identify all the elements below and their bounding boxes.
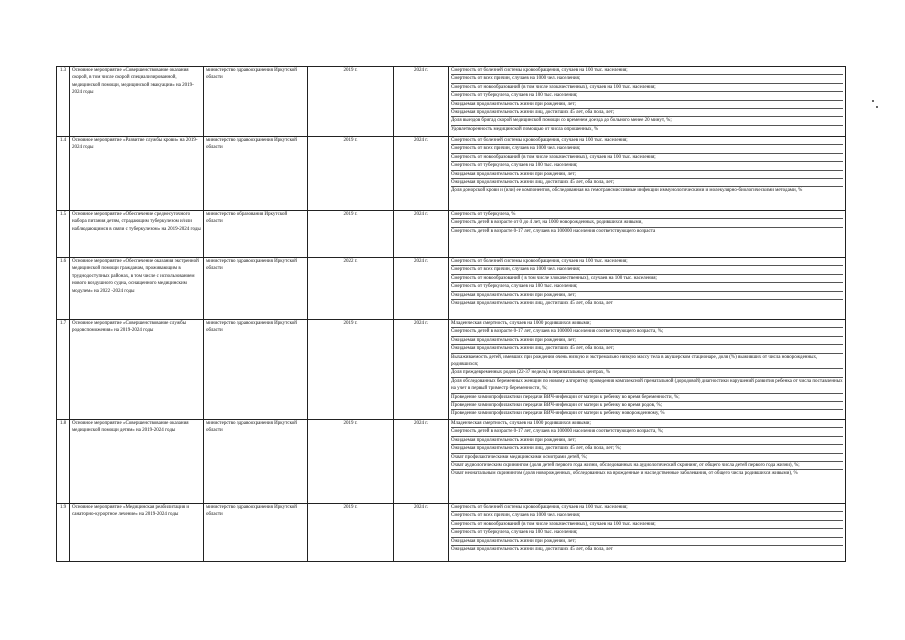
row-number: 1.6: [57, 258, 70, 320]
indicator-line: Ожидаемая продолжительность жизни при рождении, лет;: [451, 171, 843, 179]
measure-name: Основное мероприятие «Медицинская реабилитация и санаторно-курортное лечение» на 2019-2024 годы: [70, 504, 204, 562]
row-number: 1.9: [57, 504, 70, 562]
indicator-line: Смертность от новообразований (в том числе злокачественных), случаев на 100 тыс. населения;: [451, 84, 843, 92]
table-row: [57, 420, 846, 504]
measure-name: Основное мероприятие «Совершенствование оказания медицинской помощи детям» на 2019-2024 годы: [70, 420, 204, 504]
table-row: [57, 211, 846, 258]
indicator-line: Ожидаемая продолжительность жизни лиц, достигших 45 лет, оба пола, лет; %;: [451, 445, 843, 453]
indicator-line: Смертность детей в возрасте от 0 до 4 лет, на 1000 новорожденных, родившихся живыми,: [451, 219, 843, 227]
end-year: 2024 г.: [394, 67, 449, 137]
indicators-cell: [449, 420, 846, 504]
indicator-line: Смертность от туберкулеза, случаев на 100 тыс. населения;: [451, 283, 843, 291]
indicator-line: Смертность от всех причин, случаев на 1000 чел. населения;: [451, 266, 843, 274]
indicator-line: Младенческая смертность, случаев на 1000 родившихся живыми;: [451, 320, 843, 328]
start-year: 2019 г.: [308, 320, 394, 420]
indicator-line: Смертность от новообразований ( в том числе злокачественных), случаев на 100 тыс. населения;: [451, 275, 843, 283]
indicator-line: Смертность от всех причин, случаев на 1000 чел. населения;: [451, 145, 843, 153]
end-year: 2024 г.: [394, 420, 449, 504]
end-year: 2024 г.: [394, 258, 449, 320]
row-number: 1.7: [57, 320, 70, 420]
indicator-line: Ожидаемая продолжительность жизни при рождении, лет;: [451, 292, 843, 300]
start-year: 2019 г.: [308, 211, 394, 258]
start-year: 2022 г.: [308, 258, 394, 320]
row-number: 1.8: [57, 420, 70, 504]
end-year: 2024 г.: [394, 137, 449, 211]
indicator-line: Ожидаемая продолжительность жизни лиц, достигших 45 лет, оба пола, лет: [451, 547, 613, 553]
indicator-line: Доля обследованных беременных женщин по новому алгоритму проведения комплексной пренатальной (дородовой) диагностики нарушений развития ребенка от числа поставленных на учет в первый триместр беременности, %;: [451, 378, 843, 394]
measures-table: [56, 66, 846, 562]
indicators-cell: [449, 320, 846, 420]
indicator-line: Смертность детей в возрасте 0-17 лет, случаев на 100000 населения соответствующего возраста, %;: [451, 428, 843, 436]
end-year: 2024 г.: [394, 320, 449, 420]
measure-name: Основное мероприятие «Обеспечение оказания экстренной медицинской помощи гражданам, проживающим в труднодоступных районах, в том числе с использованием нового воздушного судна, оснащенного медицинским модулем» на 2022 -2024 годы: [70, 258, 204, 320]
indicator-line: Проведение химиопрофилактики передачи ВИЧ-инфекции от матери к ребенку во время беременности, %;: [451, 394, 843, 402]
indicator-line: Охват аудиологическим скринингом (доля детей первого года жизни, обследованных на аудиологический скрининг, от общего числа детей первого года жизни), %;: [451, 462, 843, 470]
indicator-line: Смертность детей в возрасте 0-17 лет, случаев на 100000 населения соответствующего возраста, %;: [451, 328, 843, 336]
start-year: 2019 г.: [308, 137, 394, 211]
row-number: 1.3: [57, 67, 70, 137]
indicators-cell: [449, 211, 846, 258]
indicator-line: Ожидаемая продолжительность жизни при рождении, лет;: [451, 437, 843, 445]
indicator-line: Смертность от новообразований (в том числе злокачественных), случаев на 100 тыс. населения;: [451, 521, 843, 529]
measures-table-body: [57, 67, 846, 562]
indicator-line: Смертность от болезней системы кровообращения, случаев на 100 тыс. населения;: [451, 504, 843, 512]
row-number: 1.4: [57, 137, 70, 211]
end-year: 2024 г.: [394, 504, 449, 562]
table-row: [57, 67, 846, 137]
indicators-cell: [449, 137, 846, 211]
measure-name: Основное мероприятие «Совершенствование службы родовспоможения» на 2019-2024 годы: [70, 320, 204, 420]
indicator-line: Смертность детей в возрасте 0-17 лет, случаев на 100000 населения соответствующего возраста: [451, 228, 656, 234]
indicator-line: Проведение химиопрофилактики передачи ВИЧ-инфекции от матери к ребенку во время родов, %;: [451, 402, 843, 410]
indicator-line: Смертность от туберкулеза, случаев на 100 тыс. населения;: [451, 162, 843, 170]
end-year: 2024 г.: [394, 211, 449, 258]
executor: министерство здравоохранения Иркутской области: [204, 420, 308, 504]
indicator-line: Ожидаемая продолжительность жизни при рождении, лет;: [451, 538, 843, 546]
executor: министерство здравоохранения Иркутской области: [204, 137, 308, 211]
indicator-line: Смертность от туберкулеза, случаев на 100 тыс. населения;: [451, 92, 843, 100]
indicator-line: Ожидаемая продолжительность жизни при рождении, лет;: [451, 101, 843, 109]
table-row: [57, 320, 846, 420]
table-row: [57, 504, 846, 562]
indicators-cell: [449, 67, 846, 137]
scan-mark: [872, 100, 874, 102]
indicators-cell: [449, 258, 846, 320]
indicator-line: Смертность от туберкулеза, случаев на 100 тыс. населения;: [451, 529, 843, 537]
executor: министерство образования Иркутской области: [204, 211, 308, 258]
indicator-line: Охват неонатальным скринингом (доля новорожденных, обследованных на врожденные и наследственные заболевания, от общего числа родившихся живыми), %: [451, 471, 798, 477]
indicator-line: Доля донорской крови и (или) ее компонентов, обследованная на гемотрансмиссивные инфекции иммунологическими и молекулярно-биологическими методами, %: [451, 188, 803, 194]
table-row: [57, 137, 846, 211]
indicator-line: Доля преждевременных родов (22-37 недель) в перинатальных центрах, %: [451, 369, 843, 377]
start-year: 2019 г.: [308, 420, 394, 504]
indicator-line: Ожидаемая продолжительность жизни лиц, достигших 45 лет, оба пола, лет: [451, 301, 613, 307]
indicator-line: Выхаживаемость детей, имевших при рождении очень низкую и экстремально низкую массу тела в акушерском стационаре, доля (%) выживших от числа новорожденных, родившихся;: [451, 354, 843, 370]
indicator-line: Ожидаемая продолжительность жизни лиц, достигших 45 лет, оба пола, лет;: [451, 345, 843, 353]
table-row: [57, 258, 846, 320]
indicator-line: Охват профилактическими медицинскими осмотрами детей, %;: [451, 454, 843, 462]
indicator-line: Смертность от всех причин, случаев на 1000 чел. населения;: [451, 75, 843, 83]
executor: министерство здравоохранения Иркутской области: [204, 504, 308, 562]
indicator-line: Удовлетворенность медицинской помощью от числа опрошенных, %: [451, 126, 599, 132]
indicator-line: Ожидаемая продолжительность жизни лиц, достигших 45 лет, оба пола, лет;: [451, 109, 843, 117]
indicator-line: Ожидаемая продолжительность жизни лиц, достигших 45 лет, оба пола, лет;: [451, 179, 843, 187]
executor: министерство здравоохранения Иркутской области: [204, 258, 308, 320]
row-number: 1.5: [57, 211, 70, 258]
indicators-cell: [449, 504, 846, 562]
indicator-line: Смертность от болезней системы кровообращения, случаев на 100 тыс. населения;: [451, 67, 843, 75]
scan-mark: [876, 106, 878, 108]
indicator-line: Смертность от туберкулеза, %: [451, 211, 843, 219]
measure-name: Основное мероприятие «Совершенствование оказания скорой, в том числе скорой специализированной, медицинской помощи, медицинской эвакуации» на 2019-2024 годы: [70, 67, 204, 137]
indicator-line: Смертность от всех причин, случаев на 1000 чел. населения;: [451, 512, 843, 520]
measure-name: Основное мероприятие «Обеспечение среднесуточного набора питания детям, страдающим туберкулезом и/или наблюдающимся в связи с туберкулезом» на 2019-2024 годы: [70, 211, 204, 258]
indicator-line: Младенческая смертность, случаев на 1000 родившихся живыми;: [451, 420, 843, 428]
indicator-line: Ожидаемая продолжительность жизни при рождении, лет;: [451, 337, 843, 345]
indicator-line: Смертность от болезней системы кровообращения, случаев на 100 тыс. населения;: [451, 137, 843, 145]
start-year: 2019 г.: [308, 67, 394, 137]
indicator-line: Проведение химиопрофилактики передачи ВИЧ-инфекции от матери к ребенку новорожденному, %: [451, 411, 665, 417]
executor: министерство здравоохранения Иркутской области: [204, 320, 308, 420]
start-year: 2019 г.: [308, 504, 394, 562]
measure-name: Основное мероприятие «Развитие службы крови» на 2019-2024 годы: [70, 137, 204, 211]
executor: министерство здравоохранения Иркутской области: [204, 67, 308, 137]
indicator-line: Смертность от болезней системы кровообращения, случаев на 100 тыс. населения;: [451, 258, 843, 266]
indicator-line: Смертность от новообразований (в том числе злокачественных), случаев на 100 тыс. населения;: [451, 154, 843, 162]
indicator-line: Доля выездов бригад скорой медицинской помощи со временем доезда до больного менее 20 минут, %;: [451, 117, 843, 125]
